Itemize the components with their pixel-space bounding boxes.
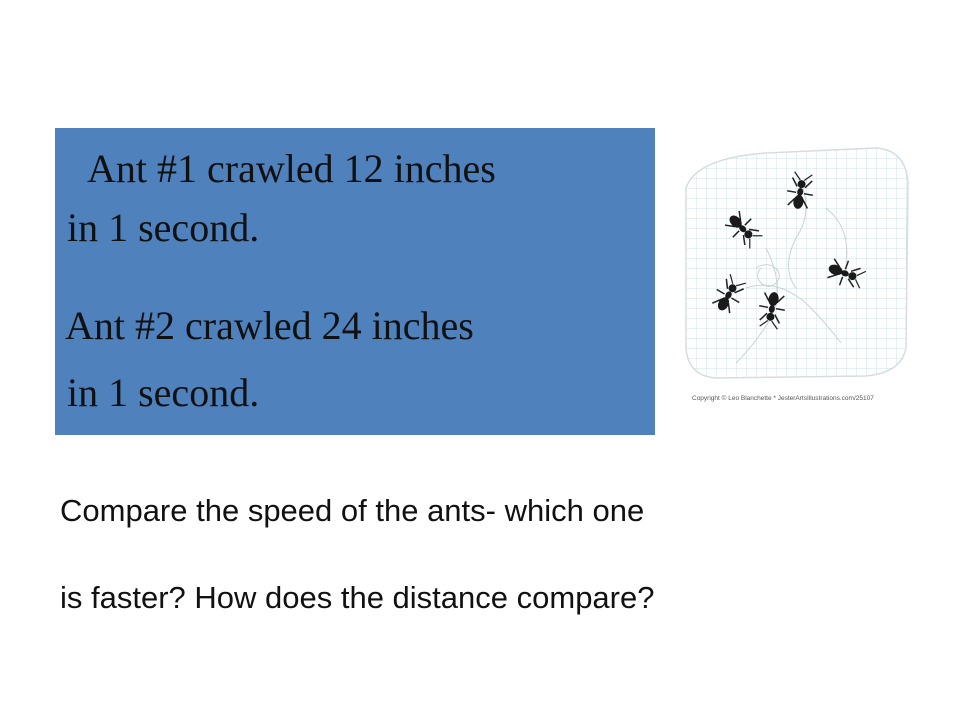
- ant-facts-box: [55, 128, 655, 435]
- ants-illustration: [676, 128, 926, 408]
- question-line-2: is faster? How does the distance compare?: [60, 580, 655, 615]
- ant1-line-1: Ant #1 crawled 12 inches: [87, 146, 496, 191]
- ant2-line-1: Ant #2 crawled 24 inches: [65, 303, 474, 348]
- illustration-credit: Copyright © Leo Blanchette * JesterArtsIllustrations.com/25107: [692, 395, 874, 402]
- ant2-line-2: in 1 second.: [67, 370, 260, 415]
- ant1-line-2: in 1 second.: [67, 205, 260, 250]
- grid-paper: [686, 148, 908, 378]
- question-line-1: Compare the speed of the ants- which one: [60, 493, 645, 528]
